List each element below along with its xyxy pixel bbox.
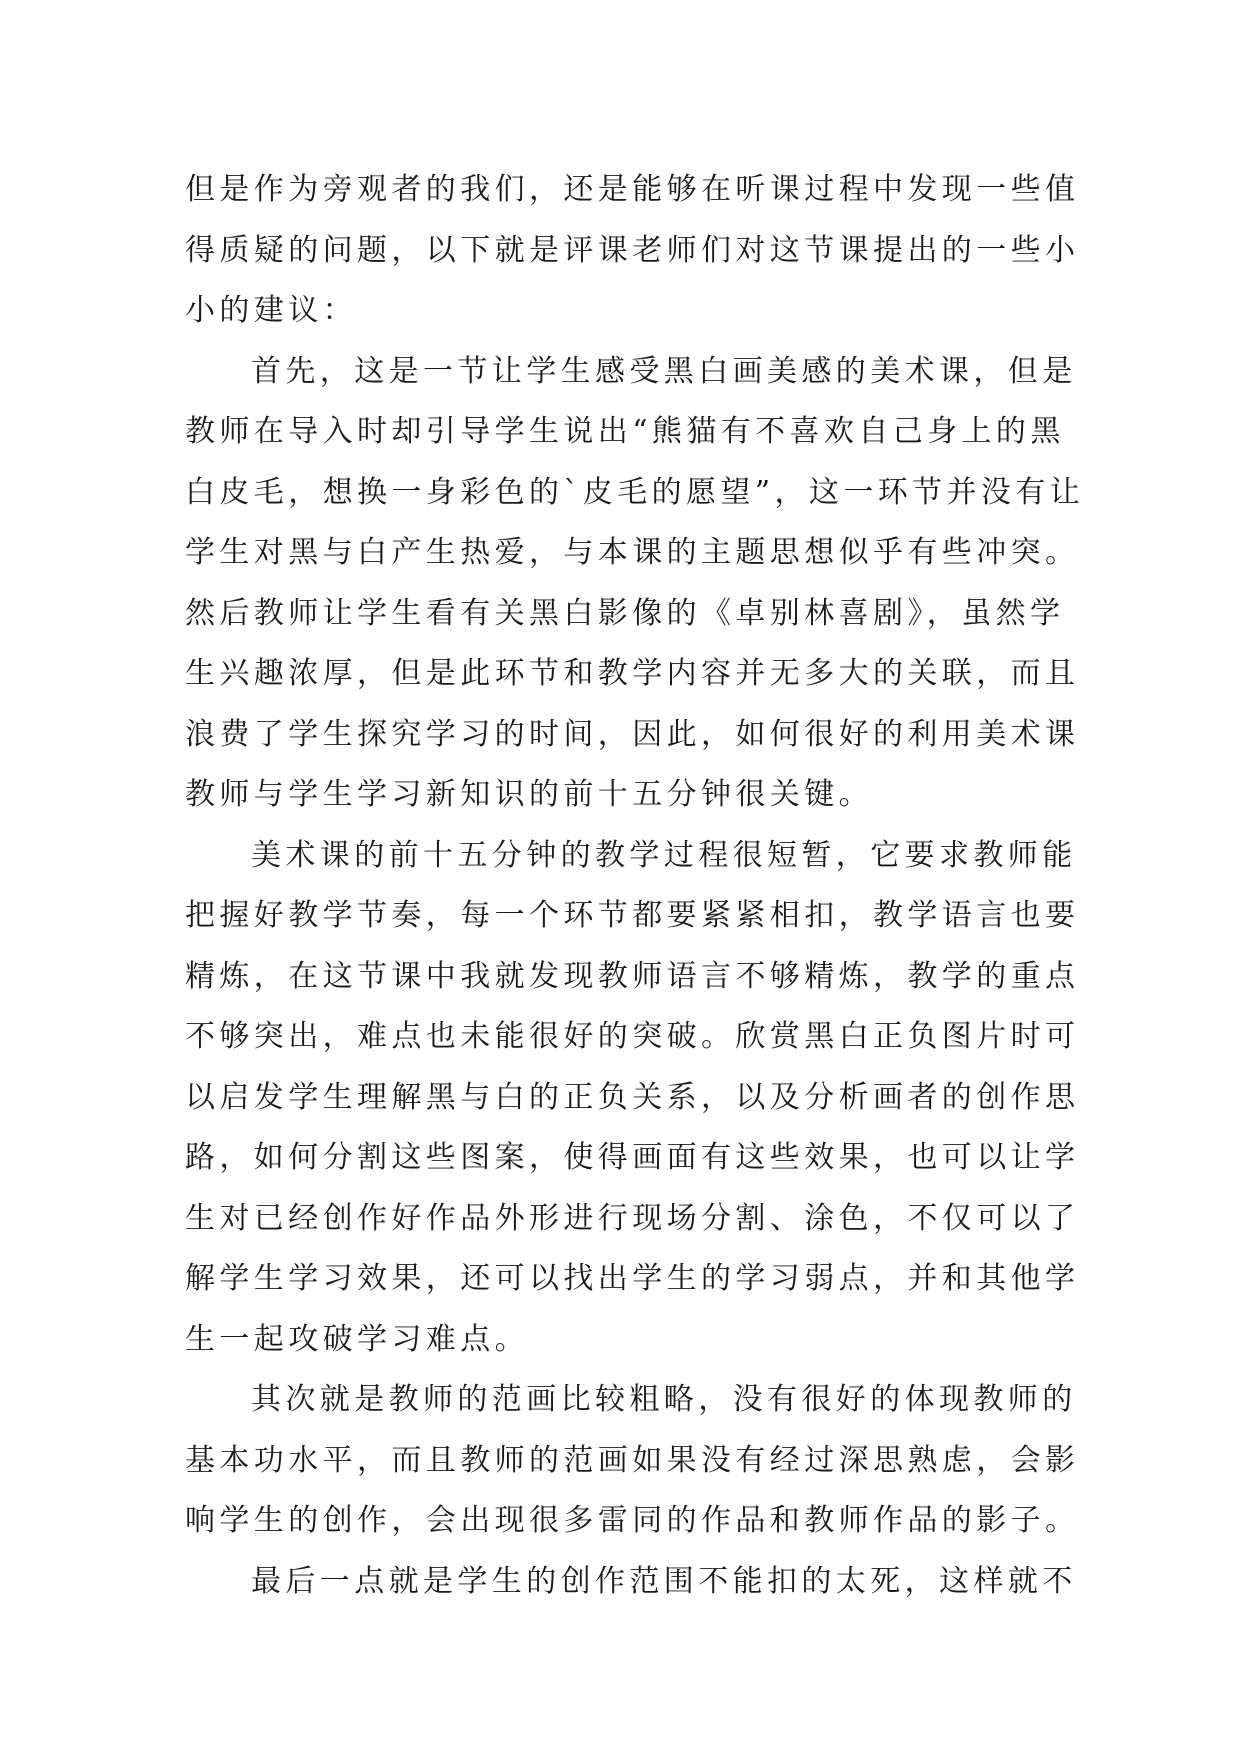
text-line: 以启发学生理解黑与白的正负关系，以及分析画者的创作思 <box>185 1079 1080 1115</box>
text-line: 得质疑的问题，以下就是评课老师们对这节课提出的一些小 <box>185 232 1080 268</box>
text-line: 精炼，在这节课中我就发现教师语言不够精炼，教学的重点 <box>185 958 1080 994</box>
text-line: 教师在导入时却引导学生说出“熊猫有不喜欢自己身上的黑 <box>185 414 1065 449</box>
text-line: 白皮毛，想换一身彩色的`皮毛的愿望”，这一环节并没有让 <box>185 474 1085 510</box>
text-line: 教师与学生学习新知识的前十五分钟很关键。 <box>185 777 873 812</box>
text-line: 浪费了学生探究学习的时间，因此，如何很好的利用美术课 <box>185 716 1080 752</box>
text-line: 生兴趣浓厚，但是此环节和教学内容并无多大的关联，而且 <box>185 656 1080 691</box>
paragraph-first-line: 最后一点就是学生的创作范围不能扣的太死，这样就不 <box>251 1563 1077 1599</box>
text-line: 生对已经创作好作品外形进行现场分割、涂色，不仅可以了 <box>185 1200 1080 1236</box>
text-line: 不够突出，难点也未能很好的突破。欣赏黑白正负图片时可 <box>185 1019 1080 1054</box>
paragraph-first-line: 首先，这是一节让学生感受黑白画美感的美术课，但是 <box>251 353 1077 389</box>
text-line: 把握好教学节奏，每一个环节都要紧紧相扣，教学语言也要 <box>185 898 1080 933</box>
text-line: 解学生学习效果，还可以找出学生的学习弱点，并和其他学 <box>185 1261 1080 1296</box>
text-line: 但是作为旁观者的我们，还是能够在听课过程中发现一些值 <box>185 172 1080 207</box>
text-line: 生一起攻破学习难点。 <box>185 1321 529 1357</box>
paragraph-first-line: 美术课的前十五分钟的教学过程很短暂，它要求教师能 <box>251 837 1077 873</box>
text-line: 基本功水平，而且教师的范画如果没有经过深思熟虑，会影 <box>185 1442 1080 1478</box>
paragraph-first-line: 其次就是教师的范画比较粗略，没有很好的体现教师的 <box>251 1382 1077 1417</box>
text-line: 路，如何分割这些图案，使得画面有这些效果，也可以让学 <box>185 1140 1080 1175</box>
document-body <box>185 160 1085 1612</box>
text-line: 小的建议： <box>185 293 357 328</box>
text-line: 学生对黑与白产生热爱，与本课的主题思想似乎有些冲突。 <box>185 535 1080 570</box>
text-line: 响学生的创作，会出现很多雷同的作品和教师作品的影子。 <box>185 1503 1080 1538</box>
text-line: 然后教师让学生看有关黑白影像的《卓别林喜剧》，虽然学 <box>185 595 1065 631</box>
